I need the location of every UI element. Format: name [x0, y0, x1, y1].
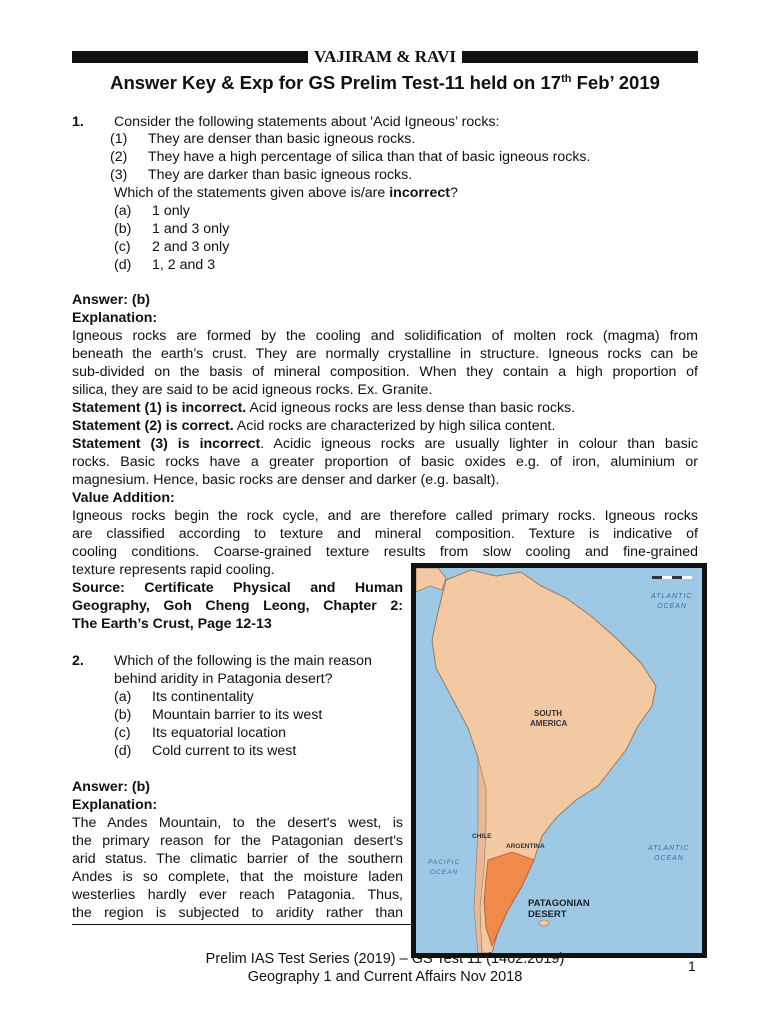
pacific-label: PACIFIC	[428, 859, 461, 866]
q2-option-d: Cold current to its west	[152, 743, 297, 759]
source-line: Source: Certificate Physical and Human	[72, 580, 403, 596]
q1-option-c: 2 and 3 only	[152, 239, 230, 255]
patagonian-desert-label: PATAGONIAN	[528, 898, 590, 909]
header-bar-right	[462, 51, 698, 63]
q1-statement-2-verdict: Statement (2) is correct. Acid rocks are characterized by high silica content.	[72, 418, 556, 434]
q1-ask: Which of the statements given above is/are incorrect?	[114, 185, 458, 201]
falkland-islands	[539, 920, 549, 926]
q2-exp-line: westerlies hardly ever reach Patagonia. Thus,	[72, 887, 403, 903]
patagonian-desert-label: DESERT	[528, 909, 567, 920]
q1-statement-1-verdict: Statement (1) is incorrect. Acid igneous rocks are less dense than basic rocks.	[72, 400, 576, 416]
q2-explanation-label: Explanation:	[72, 797, 158, 813]
value-addition-line: texture represents rapid cooling.	[72, 562, 275, 578]
patagonian-desert	[484, 852, 534, 946]
q2-option-d-num: (d)	[114, 743, 132, 759]
q2-number: 2.	[72, 653, 84, 669]
footer-line-2: Geography 1 and Current Affairs Nov 2018	[247, 969, 523, 985]
q2-option-a-num: (a)	[114, 689, 132, 705]
brand-name: VAJIRAM & RAVI	[314, 47, 456, 66]
q2-exp-line: The Andes Mountain, to the desert's west, is	[72, 815, 403, 831]
south-america-land	[432, 570, 656, 953]
q1-option-b: 1 and 3 only	[152, 221, 230, 237]
header-banner	[72, 47, 698, 67]
q2-option-b: Mountain barrier to its west	[152, 707, 323, 723]
q1-statement-2-num: (2)	[110, 149, 128, 165]
page-title: Answer Key & Exp for GS Prelim Test-11 held on 17th Feb’ 2019	[110, 72, 660, 93]
header-bar-left	[72, 51, 308, 63]
value-addition-line: Igneous rocks begin the rock cycle, and are therefore called primary rocks. Igneous rocks	[72, 508, 698, 524]
q1-option-d: 1, 2 and 3	[152, 257, 216, 273]
q2-option-a: Its continentality	[152, 689, 254, 705]
q2-exp-line: the region is subjected to aridity rather than	[72, 905, 403, 921]
argentina-label: ARGENTINA	[506, 843, 545, 850]
q1-s3-line: rocks. Basic rocks have a greater proportion of basic oxides e.g. of iron, aluminium or	[72, 454, 698, 470]
atlantic-top-label: OCEAN	[657, 603, 687, 610]
q1-statement-2: They have a high percentage of silica than that of basic igneous rocks.	[148, 149, 591, 165]
q1-option-d-num: (d)	[114, 257, 132, 273]
q1-explanation-label: Explanation:	[72, 310, 158, 326]
q1-option-c-num: (c)	[114, 239, 131, 255]
q2-stem: behind aridity in Patagonia desert?	[114, 671, 333, 687]
footer-line-1: Prelim IAS Test Series (2019) – GS Test 11 (1462.2019)	[205, 951, 565, 967]
q1-para-line: sub-divided on the basis of mineral composition. When they contain a high proportion of	[72, 364, 698, 380]
q1-answer: Answer: (b)	[72, 292, 151, 308]
q1-statement-1: They are denser than basic igneous rocks.	[148, 131, 416, 147]
q1-statement-3-num: (3)	[110, 167, 128, 183]
q2-exp-line: arid status. The climatic barrier of the southern	[72, 851, 403, 867]
q2-exp-line: Andes is so complete, that the moisture laden	[72, 869, 403, 885]
q1-option-a: 1 only	[152, 203, 190, 219]
q1-para-line: Igneous rocks are formed by the cooling and solidification of molten rock (magma) from	[72, 328, 698, 344]
atlantic-bottom-label: OCEAN	[654, 855, 684, 862]
scale-bar	[652, 576, 692, 579]
q1-statement-1-num: (1)	[110, 131, 128, 147]
source-line: Geography, Goh Cheng Leong, Chapter 2:	[72, 598, 403, 614]
q1-para-line: beneath the earth’s crust. They are normally crystalline in structure. Igneous rocks can be	[72, 346, 698, 362]
q2-stem: Which of the following is the main reason	[114, 653, 372, 669]
footnote-rule	[72, 924, 412, 925]
pacific-label: OCEAN	[430, 869, 459, 876]
central-america-land	[416, 568, 446, 592]
q2-option-c-num: (c)	[114, 725, 131, 741]
q1-para-line: silica, they are said to be acid igneous rocks. Ex. Granite.	[72, 382, 433, 398]
q1-stem: Consider the following statements about 'Acid Igneous’ rocks:	[114, 114, 500, 130]
south-america-label: SOUTH	[534, 709, 562, 718]
q2-answer: Answer: (b)	[72, 779, 151, 795]
south-america-label: AMERICA	[530, 719, 568, 728]
q1-s3-line: magnesium. Hence, basic rocks are denser and darker (e.g. basalt).	[72, 472, 500, 488]
atlantic-top-label: ATLANTIC	[651, 593, 693, 600]
q1-option-b-num: (b)	[114, 221, 132, 237]
atlantic-bottom-label: ATLANTIC	[648, 845, 690, 852]
page-footer	[0, 950, 770, 986]
value-addition-line: cooling conditions. Coarse-grained texture results from slow cooling and fine-grained	[72, 544, 698, 560]
value-addition-label: Value Addition:	[72, 490, 175, 506]
q1-number: 1.	[72, 114, 84, 130]
q1-statement-3: They are darker than basic igneous rocks.	[148, 167, 413, 183]
patagonia-map	[411, 563, 707, 958]
page-number: 1	[688, 958, 696, 974]
q2-exp-line: the primary reason for the Patagonian desert's	[72, 833, 403, 849]
south-america-map-svg	[416, 568, 702, 953]
chile-label: CHILE	[472, 833, 492, 840]
q2-option-c: Its equatorial location	[152, 725, 287, 741]
q1-statement-3-verdict: Statement (3) is incorrect. Acidic igneous rocks are usually lighter in colour than basic	[72, 436, 698, 452]
q1-option-a-num: (a)	[114, 203, 132, 219]
q2-option-b-num: (b)	[114, 707, 132, 723]
source-line: The Earth’s Crust, Page 12-13	[72, 616, 272, 632]
value-addition-line: are classified according to texture and mineral composition. Texture is indicative of	[72, 526, 698, 542]
